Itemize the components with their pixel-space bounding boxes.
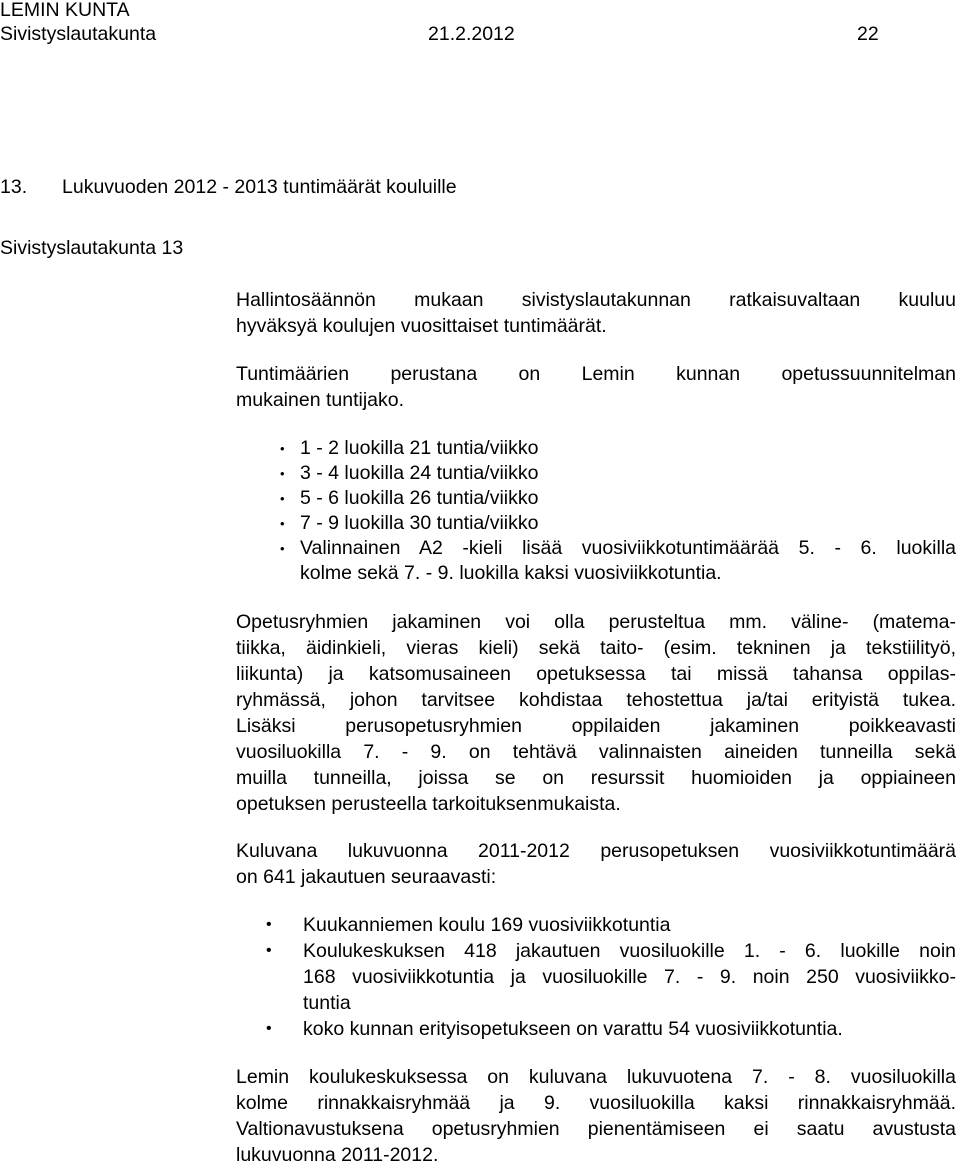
current-year-paragraph	[236, 838, 956, 890]
grouping-line: ryhmässä, johon tarvitsee kohdistaa tehostettua ja/tai erityistä tukea.	[236, 689, 956, 711]
list-item: • 3 - 4 luokilla 24 tuntia/viikko	[280, 461, 956, 486]
current-line: Kuluvana lukuvuonna 2011-2012 perusopetuksen vuosiviikkotuntimäärä	[236, 840, 956, 862]
closing-paragraph	[236, 1064, 956, 1168]
list-item: • 5 - 6 luokilla 26 tuntia/viikko	[280, 486, 956, 511]
grouping-line: tiikka, äidinkieli, vieras kieli) sekä taito- (esim. tekninen ja tekstiilityö,	[236, 637, 956, 659]
basis-line: Tuntimäärien perustana on Lemin kunnan opetussuunnitelman	[236, 363, 956, 385]
org-name: LEMIN KUNTA	[0, 0, 130, 21]
intro-line: hyväksyä koulujen vuosittaiset tuntimäärät.	[236, 315, 607, 337]
grouping-line: Opetusryhmien jakaminen voi olla perusteltua mm. väline- (matema-	[236, 611, 956, 633]
list-item: • 1 - 2 luokilla 21 tuntia/viikko	[280, 436, 956, 461]
basis-paragraph	[236, 361, 956, 413]
intro-paragraph	[236, 287, 956, 339]
grouping-line: opetuksen perusteella tarkoituksenmukaista.	[236, 793, 621, 815]
closing-line: lukuvuonna 2011-2012.	[236, 1144, 439, 1166]
grouping-line: vuosiluokilla 7. - 9. on tehtävä valinnaisten aineiden tunneilla sekä	[236, 741, 956, 763]
distribution-list	[266, 912, 956, 1042]
intro-line: Hallintosäännön mukaan sivistyslautakunnan ratkaisuvaltaan kuuluu	[236, 289, 956, 311]
closing-line: Lemin koulukeskuksessa on kuluvana lukuvuotena 7. - 8. vuosiluokilla	[236, 1066, 956, 1088]
list-item: • Kuukanniemen koulu 169 vuosiviikkotuntia	[266, 912, 956, 938]
section-title: Lukuvuoden 2012 - 2013 tuntimäärät kouluille	[62, 176, 457, 198]
list-item: • koko kunnan erityisopetukseen on varattu 54 vuosiviikkotuntia.	[266, 1016, 956, 1042]
list-item: • Valinnainen A2 -kieli lisää vuosiviikkotuntimäärää 5. - 6. luokilla kolme sekä 7. - 9. luokilla kaksi vuosiviikkotuntia.	[280, 536, 956, 586]
closing-line: kolme rinnakkaisryhmää ja 9. vuosiluokilla kaksi rinnakkaisryhmää.	[236, 1092, 956, 1114]
list-item: • 7 - 9 luokilla 30 tuntia/viikko	[280, 511, 956, 536]
page-number: 22	[857, 23, 879, 45]
case-reference: Sivistyslautakunta 13	[0, 237, 184, 259]
list-item: • Koulukeskuksen 418 jakautuen vuosiluokille 1. - 6. luokille noin 168 vuosiviikkotuntia ja vuosiluokille 7. - 9. noin 250 vuosiviikko- tuntia	[266, 938, 956, 1016]
current-line: on 641 jakautuen seuraavasti:	[236, 866, 497, 888]
section-number: 13.	[0, 176, 28, 198]
basis-line: mukainen tuntijako.	[236, 389, 405, 411]
meeting-date: 21.2.2012	[428, 23, 515, 45]
grouping-line: muilla tunneilla, joissa se on resurssit huomioiden ja oppiaineen	[236, 767, 956, 789]
grouping-line: Lisäksi perusopetusryhmien oppilaiden jakaminen poikkeavasti	[236, 715, 956, 737]
grouping-line: liikunta) ja katsomusaineen opetuksessa tai missä tahansa oppilas-	[236, 663, 956, 685]
committee-name: Sivistyslautakunta	[0, 23, 157, 45]
hours-list	[280, 436, 956, 586]
closing-line: Valtionavustuksena opetusryhmien pienentämiseen ei saatu avustusta	[236, 1118, 956, 1140]
grouping-paragraph	[236, 609, 956, 817]
